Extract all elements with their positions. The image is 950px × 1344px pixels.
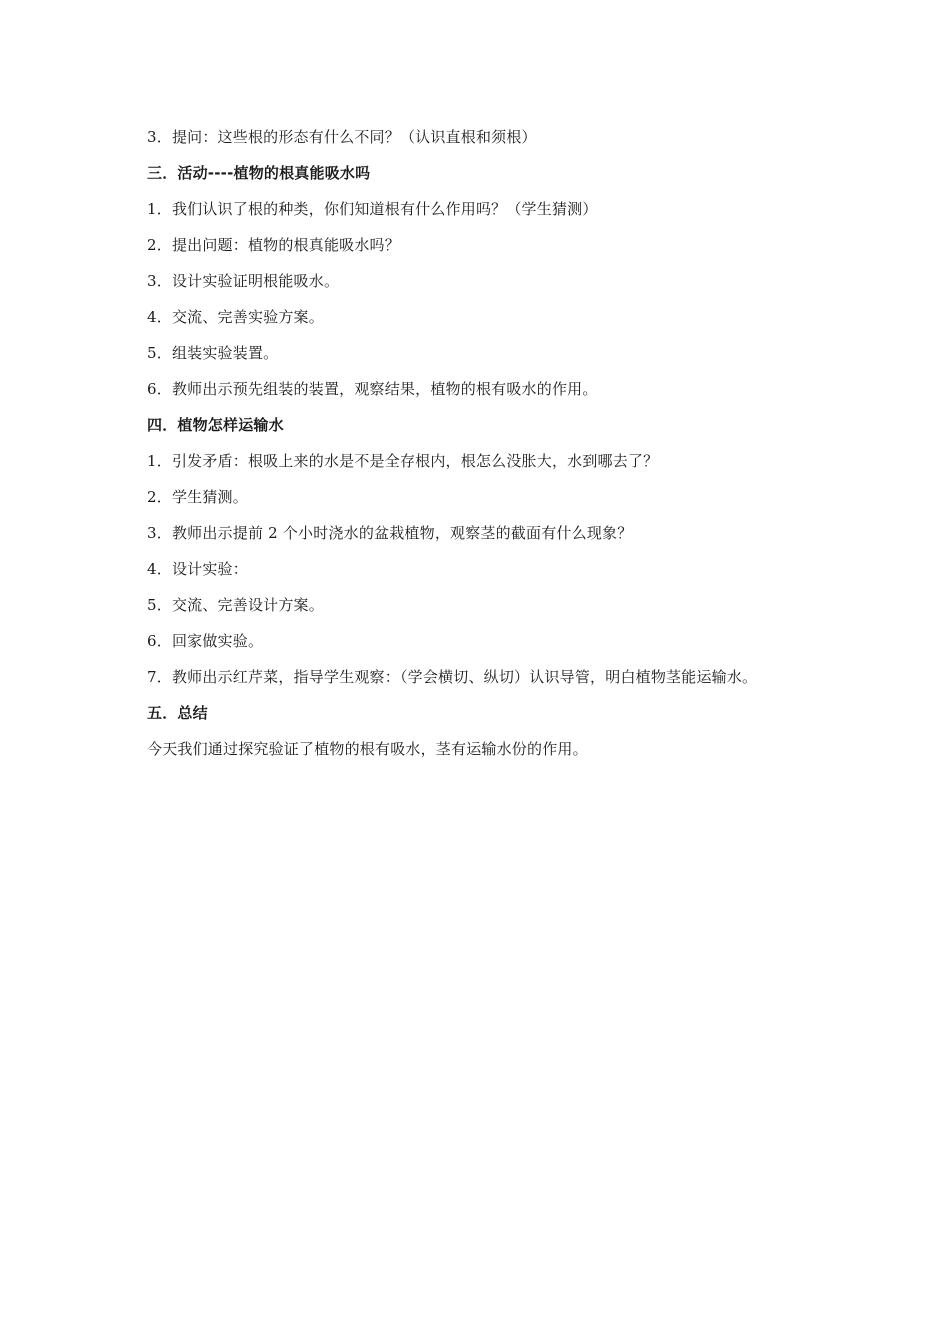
section-heading: 四．植物怎样运输水 — [147, 416, 284, 434]
paragraph-line: 6．回家做实验。 — [147, 632, 264, 650]
paragraph-line: 2．提出问题：植物的根真能吸水吗？ — [147, 236, 400, 254]
paragraph-line: 1．引发矛盾：根吸上来的水是不是全存根内，根怎么没胀大，水到哪去了？ — [147, 452, 659, 470]
paragraph-line: 6．教师出示预先组装的装置，观察结果，植物的根有吸水的作用。 — [147, 380, 598, 398]
paragraph-line: 5．组装实验装置。 — [147, 344, 279, 362]
paragraph-line: 7．教师出示红芹菜，指导学生观察：（学会横切、纵切）认识导管，明白植物茎能运输水。 — [147, 668, 758, 686]
paragraph-line: 3．教师出示提前 2 个小时浇水的盆栽植物，观察茎的截面有什么现象？ — [147, 524, 633, 542]
paragraph-line: 1．我们认识了根的种类，你们知道根有什么作用吗？（学生猜测） — [147, 200, 598, 218]
section-heading: 三．活动----植物的根真能吸水吗 — [147, 164, 371, 182]
section-heading: 五．总结 — [147, 704, 208, 722]
paragraph-line: 4．设计实验： — [147, 560, 248, 578]
paragraph-line: 4．交流、完善实验方案。 — [147, 308, 324, 326]
paragraph-line: 今天我们通过探究验证了植物的根有吸水，茎有运输水份的作用。 — [147, 740, 588, 758]
paragraph-line: 3．提问：这些根的形态有什么不同？（认识直根和须根） — [147, 128, 537, 146]
paragraph-line: 5．交流、完善设计方案。 — [147, 596, 324, 614]
paragraph-line: 2．学生猜测。 — [147, 488, 248, 506]
document-body — [147, 124, 847, 772]
paragraph-line: 3．设计实验证明根能吸水。 — [147, 272, 340, 290]
